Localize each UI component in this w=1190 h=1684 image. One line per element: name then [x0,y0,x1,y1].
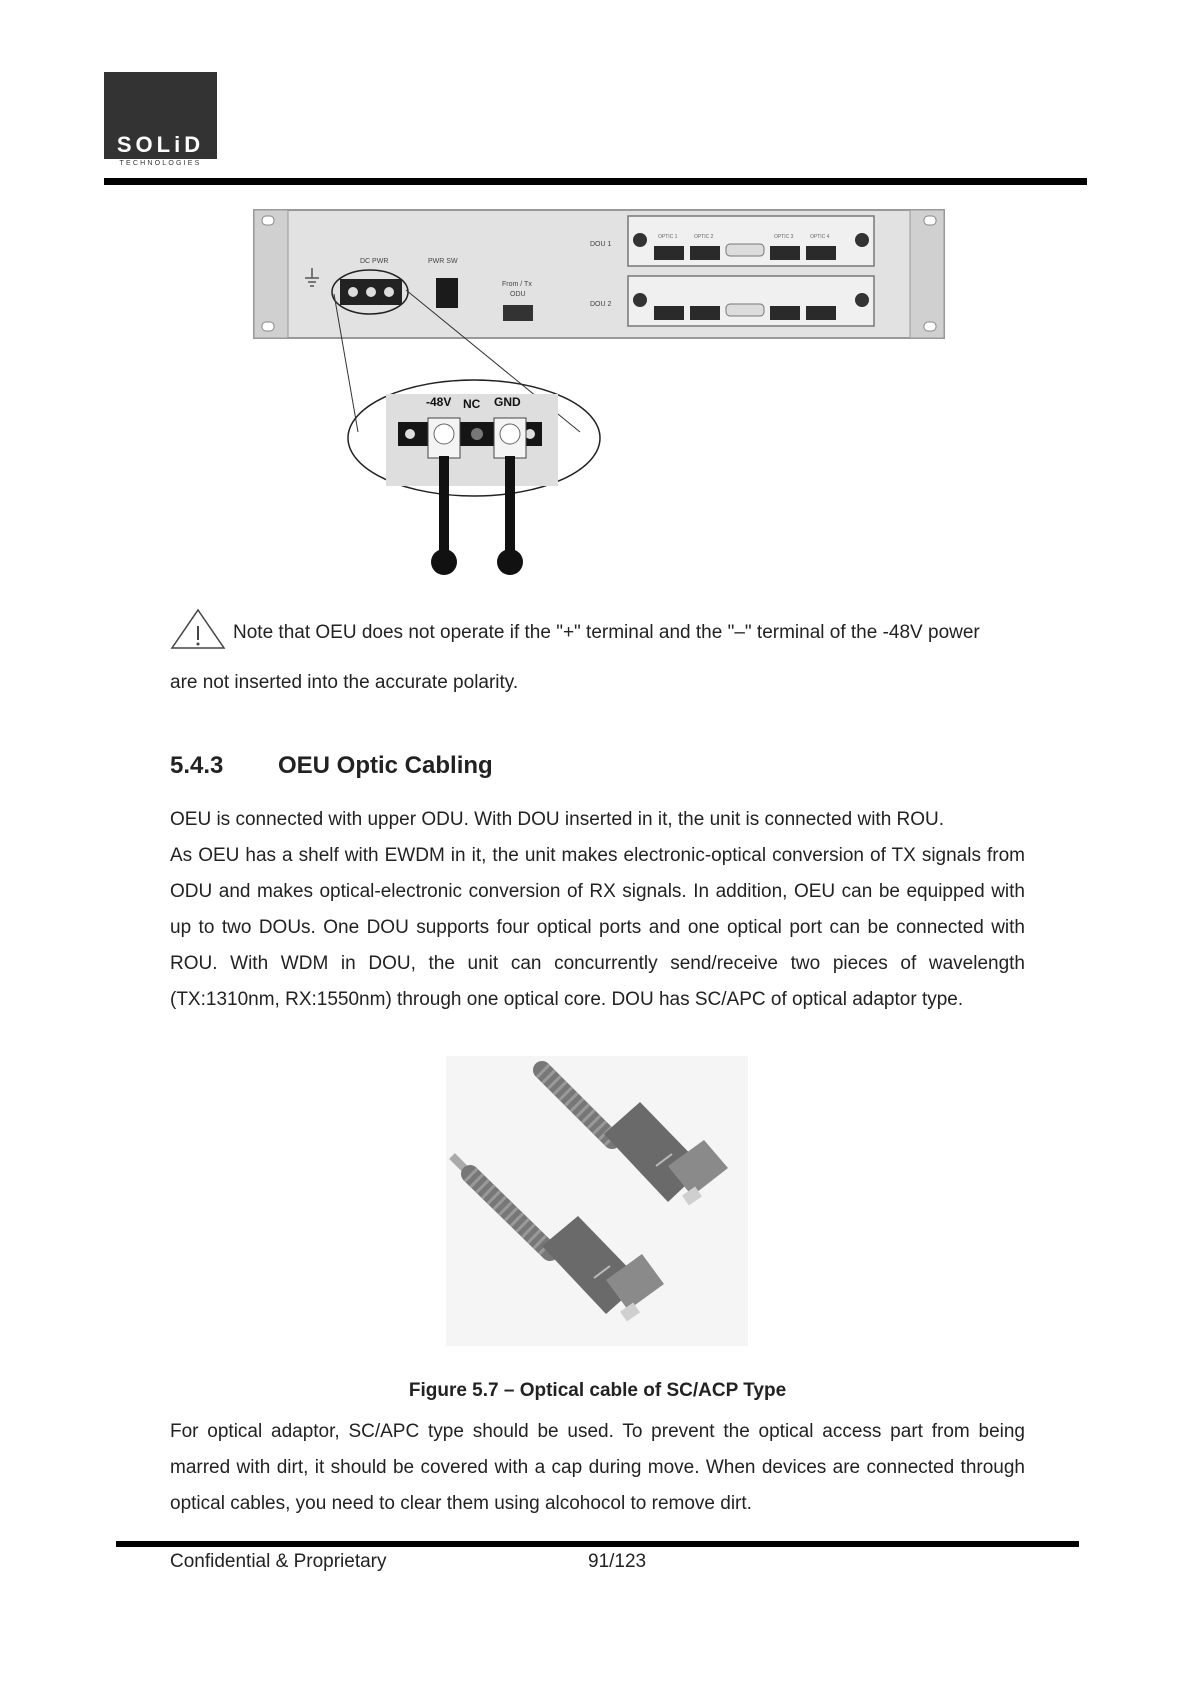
dou1-label: DOU 1 [590,241,612,248]
svg-text:OPTIC 3: OPTIC 3 [774,234,794,240]
oeu-panel-figure [250,206,950,586]
header-rule [104,178,1087,185]
paragraph-1-first-line: OEU is connected with upper ODU. With DOU inserted in it, the unit is connected with ROU. [170,809,945,830]
polarity-note [170,608,1025,708]
power-switch [436,278,458,308]
logo-text: SOLiD [116,132,205,157]
odu-label: ODU [510,291,526,298]
pwr-sw-label: PWR SW [428,258,458,265]
paragraph-1-body: As OEU has a shelf with EWDM in it, the unit makes electronic-optical conversion of TX signals from ODU and makes optical-electronic conversion of RX signals. In addition, OEU can be equipped with up to two DOUs. One DOU supports four optical ports and one optical port can be connected with ROU. With WDM in DOU, the unit can concurrently send/receive two pieces of wavelength (TX:1310nm, RX:1550nm) through one optical core. DOU has SC/APC of optical adaptor type. [170,845,1025,1010]
odu-port [503,305,533,321]
section-heading [170,752,493,780]
from-tx-label: From / Tx [502,281,532,288]
optical-cable-figure [446,1056,748,1346]
note-line-2: are not inserted into the accurate polarity. [170,672,519,693]
terminal-label-gnd: GND [494,395,521,409]
terminal-label-minus48v: -48V [426,395,452,409]
dc-pwr-label: DC PWR [360,258,389,265]
note-line-1: Note that OEU does not operate if the "+" terminal and the "–" terminal of the -48V power [233,622,980,643]
logo-subtext: TECHNOLOGIES [104,159,217,168]
terminal-label-nc: NC [463,397,481,411]
footer-rule [116,1541,1079,1547]
svg-text:OPTIC 1: OPTIC 1 [658,234,678,240]
svg-text:OPTIC 2: OPTIC 2 [694,234,714,240]
section-paragraph-2: For optical adaptor, SC/APC type should be used. To prevent the optical access part from being marred with dirt, it should be covered with a cap during move. When devices are connected through optical cables, you need to clear them using alcohocol to remove dirt. [170,1421,1025,1514]
wire-gnd [505,456,515,552]
section-title: OEU Optic Cabling [278,752,493,779]
page-number: 91/123 [588,1551,647,1572]
wire-minus48v [439,456,449,552]
svg-text:OPTIC 4: OPTIC 4 [810,234,830,240]
section-number: 5.4.3 [170,752,224,779]
rack-ear-right [910,210,944,338]
figure-caption: Figure 5.7 – Optical cable of SC/ACP Type [408,1380,787,1401]
rack-ear-left [254,210,288,338]
section-paragraph-1 [170,802,1025,1018]
footer-confidential: Confidential & Proprietary [170,1551,387,1572]
dou2-label: DOU 2 [590,301,612,308]
